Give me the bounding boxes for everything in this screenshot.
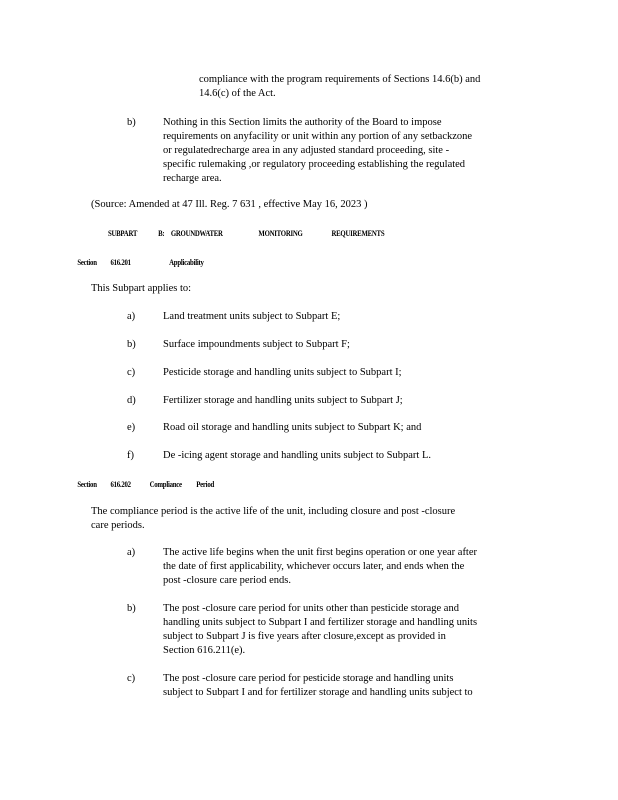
text-line: or regulatedrecharge area in any adjusted standard proceeding, site - <box>163 145 450 156</box>
subpart-heading <box>0 227 525 241</box>
subpart-title-word-1: GROUNDWATER <box>170 229 223 238</box>
authority-paragraph <box>163 116 508 186</box>
text-line: The post -closure care period for units other than pesticide storage and <box>163 603 459 614</box>
list-item-text: Land treatment units subject to Subpart E; <box>163 311 341 322</box>
subpart-title-word-3: REQUIREMENTS <box>331 229 385 238</box>
list-label: c) <box>127 673 136 684</box>
text-line: 14.6(c) of the Act. <box>199 88 276 99</box>
compliance-intro <box>91 505 511 533</box>
text-line: requirements on anyfacility or unit within any portion of any setbackzone <box>163 131 473 142</box>
text-line: subject to Subpart J is five years after closure,except as provided in <box>163 631 446 642</box>
section-title: Applicability <box>169 258 204 267</box>
text-line: compliance with the program requirements of Sections 14.6(b) and <box>199 74 481 85</box>
text-line: handling units subject to Subpart I and fertilizer storage and handling units <box>163 617 478 628</box>
list-label: b) <box>127 339 136 350</box>
section-201-heading <box>0 256 525 270</box>
text-line: care periods. <box>91 520 145 531</box>
list-label: e) <box>127 422 136 433</box>
subpart-letter: B: <box>158 229 165 238</box>
list-item-text: Road oil storage and handling units subject to Subpart K; and <box>163 422 422 433</box>
list-label: f) <box>127 450 134 461</box>
applies-intro: This Subpart applies to: <box>91 283 192 294</box>
text-line: specific rulemaking ,or regulatory proceeding establishing the regulated <box>163 159 466 170</box>
list-item-text: Pesticide storage and handling units subject to Subpart I; <box>163 367 402 378</box>
section-number: 616.202 <box>110 480 131 489</box>
section-label: Section <box>77 258 97 267</box>
text-line: Nothing in this Section limits the authority of the Board to impose <box>163 117 442 128</box>
text-line: post -closure care period ends. <box>163 575 291 586</box>
list-label: b) <box>127 603 136 614</box>
list-item-text: Fertilizer storage and handling units subject to Subpart J; <box>163 395 403 406</box>
compliance-item-c <box>163 672 523 700</box>
section-title: Compliance Period <box>149 480 214 489</box>
list-item-text: Surface impoundments subject to Subpart F; <box>163 339 350 350</box>
list-item-text: De -icing agent storage and handling units subject to Subpart L. <box>163 450 431 461</box>
compliance-item-a <box>163 546 523 588</box>
list-label: a) <box>127 311 136 322</box>
list-label: d) <box>127 395 136 406</box>
compliance-item-b <box>163 602 523 658</box>
text-line: recharge area. <box>163 173 222 184</box>
text-line: The post -closure care period for pesticide storage and handling units <box>163 673 454 684</box>
text-line: subject to Subpart I and for fertilizer storage and handling units subject to <box>163 687 473 698</box>
list-label-b-top: b) <box>127 117 136 128</box>
subpart-title-word-2: MONITORING <box>258 229 303 238</box>
source-note: (Source: Amended at 47 Ill. Reg. 7 631 , effective May 16, 2023 ) <box>91 199 368 210</box>
text-line: The compliance period is the active life of the unit, including closure and post -closure <box>91 506 456 517</box>
section-number: 616.201 <box>110 258 131 267</box>
text-line: The active life begins when the unit first begins operation or one year after <box>163 547 478 558</box>
text-line: the date of first applicability, whichever occurs later, and ends when the <box>163 561 465 572</box>
section-202-heading <box>0 478 525 492</box>
subpart-word: SUBPART <box>107 229 138 238</box>
continuation-paragraph <box>199 73 521 101</box>
list-label: c) <box>127 367 136 378</box>
section-label: Section <box>77 480 97 489</box>
list-label: a) <box>127 547 136 558</box>
text-line: Section 616.211(e). <box>163 645 246 656</box>
